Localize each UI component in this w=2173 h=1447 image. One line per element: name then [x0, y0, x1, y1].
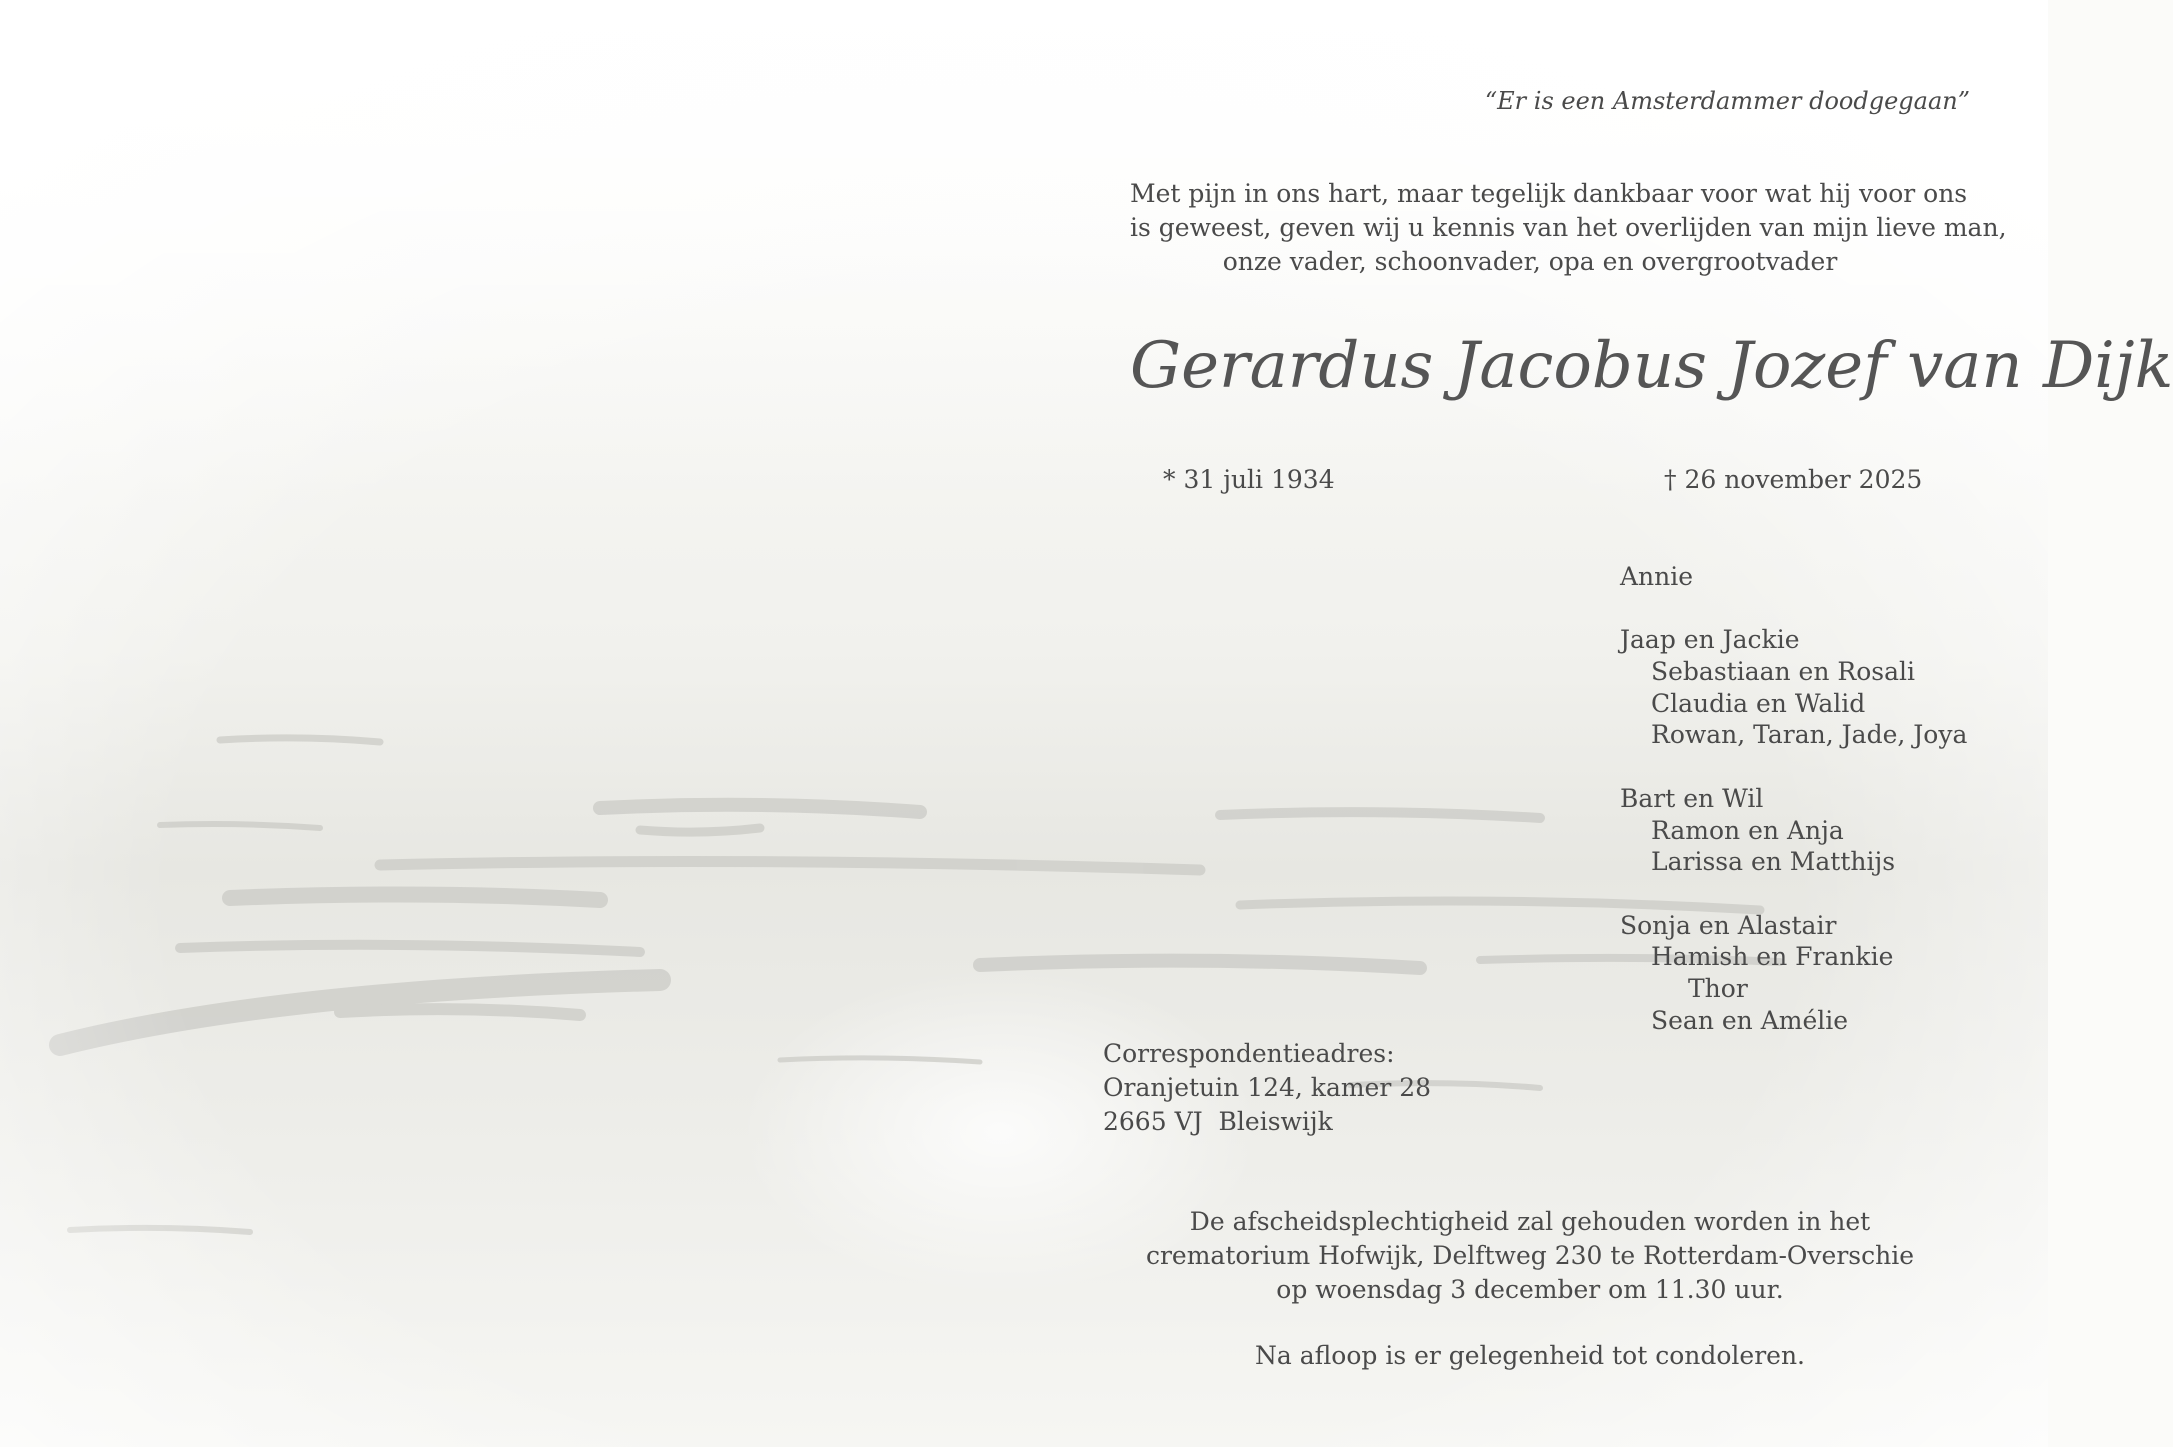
family-parents: Jaap en Jackie — [1620, 625, 1800, 655]
family-child: Ramon en Anja — [1651, 815, 1844, 845]
family-parents: Sonja en Alastair — [1620, 910, 1837, 940]
birth-date: * 31 juli 1934 — [1163, 465, 1335, 494]
quote: “Er is een Amsterdammer doodgegaan” — [1484, 87, 1970, 115]
family-parents: Bart en Wil — [1620, 783, 1764, 813]
family-grandchild: Thor — [1688, 973, 1748, 1003]
family-child: Claudia en Walid — [1651, 688, 1866, 718]
intro-line: Met pijn in ons hart, maar tegelijk dankbaar voor wat hij voor ons — [1130, 179, 1968, 208]
address-line: 2665 VJ Bleiswijk — [1103, 1107, 1333, 1136]
correspondence-address — [1103, 1037, 1431, 1139]
ceremony-line: op woensdag 3 december om 11.30 uur. — [1276, 1275, 1784, 1304]
condolence-note: Na afloop is er gelegenheid tot condoleren. — [1254, 1341, 1806, 1370]
family-child: Larissa en Matthijs — [1651, 847, 1896, 877]
ceremony-line: De afscheidsplechtigheid zal gehouden worden in het — [1189, 1207, 1871, 1236]
deceased-name: Gerardus Jacobus Jozef van Dijk — [1130, 329, 2173, 403]
family-child: Rowan, Taran, Jade, Joya — [1651, 720, 1968, 750]
ceremony-info — [1130, 1205, 1930, 1307]
address-line: Oranjetuin 124, kamer 28 — [1103, 1073, 1432, 1102]
family-child: Sebastiaan en Rosali — [1651, 657, 1916, 687]
family-list — [1620, 561, 1967, 1036]
family-spouse: Annie — [1620, 562, 1694, 591]
ceremony-line: crematorium Hofwijk, Delftweg 230 te Rotterdam-Overschie — [1145, 1241, 1915, 1270]
intro-line: is geweest, geven wij u kennis van het overlijden van mijn lieve man, — [1130, 213, 2007, 242]
family-child: Hamish en Frankie — [1651, 942, 1894, 972]
address-heading: Correspondentieadres: — [1103, 1039, 1395, 1068]
death-date: † 26 november 2025 — [1664, 465, 1923, 494]
family-child: Sean en Amélie — [1651, 1005, 1849, 1035]
intro-text — [1130, 177, 2007, 279]
intro-line: onze vader, schoonvader, opa en overgrootvader — [1222, 247, 1838, 276]
